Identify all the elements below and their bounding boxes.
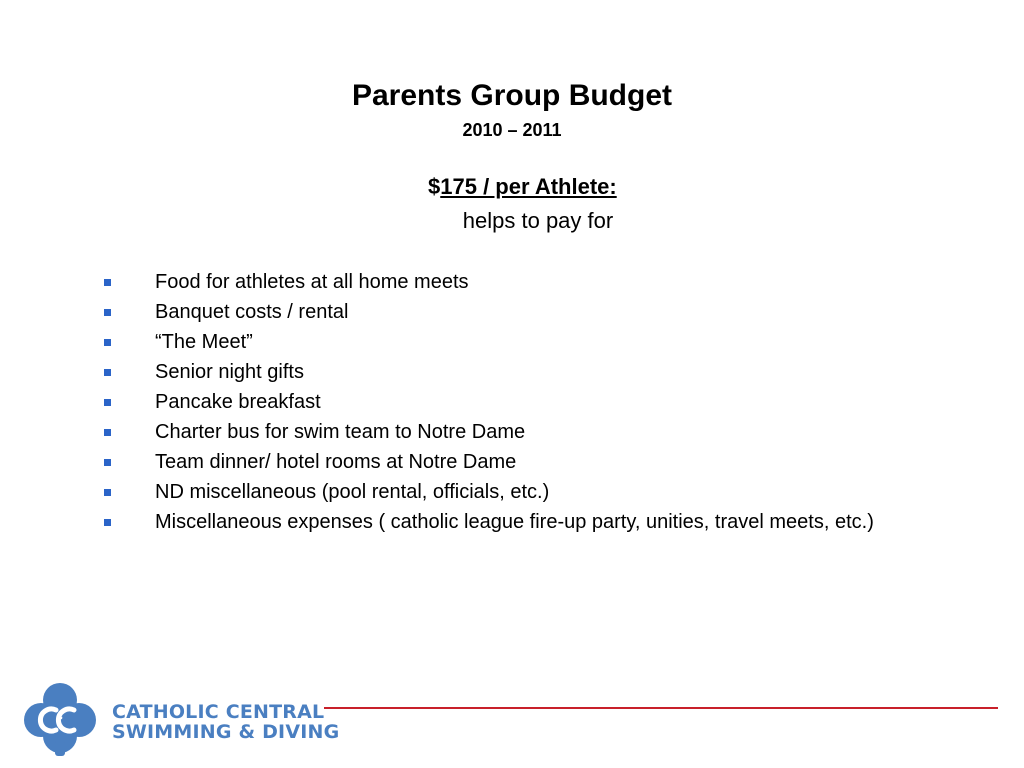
list-item-text: Food for athletes at all home meets <box>155 271 469 293</box>
list-item <box>104 360 944 385</box>
list-item <box>104 510 944 535</box>
list-item-text: Pancake breakfast <box>155 391 321 413</box>
square-bullet-icon <box>104 519 111 526</box>
footer-divider <box>324 707 998 709</box>
list-item <box>104 450 944 475</box>
bullet-list <box>104 270 944 540</box>
list-item <box>104 270 944 295</box>
logo-line-1: CATHOLIC CENTRAL <box>112 701 325 723</box>
price-dollar: $ <box>428 174 441 199</box>
square-bullet-icon <box>104 279 111 286</box>
list-item <box>104 420 944 445</box>
price-rate: 175 / per Athlete: <box>440 174 617 199</box>
helps-text: helps to pay for <box>462 208 614 233</box>
square-bullet-icon <box>104 399 111 406</box>
square-bullet-icon <box>104 369 111 376</box>
list-item-text: Senior night gifts <box>155 361 304 383</box>
square-bullet-icon <box>104 489 111 496</box>
price-line <box>428 172 617 202</box>
list-item-text: ND miscellaneous (pool rental, officials, etc.) <box>155 481 550 503</box>
list-item-text: Charter bus for swim team to Notre Dame <box>155 421 526 443</box>
square-bullet-icon <box>104 429 111 436</box>
slide-subtitle: 2010 – 2011 <box>462 120 562 140</box>
list-item-text: Miscellaneous expenses ( catholic league fire-up party, unities, travel meets, etc.) <box>155 511 874 533</box>
square-bullet-icon <box>104 339 111 346</box>
slide-title: Parents Group Budget <box>351 79 673 112</box>
list-item-text: Banquet costs / rental <box>155 301 349 323</box>
list-item-text: “The Meet” <box>155 331 253 353</box>
square-bullet-icon <box>104 459 111 466</box>
list-item-text: Team dinner/ hotel rooms at Notre Dame <box>155 451 517 473</box>
list-item <box>104 390 944 415</box>
logo-wordmark <box>112 702 339 742</box>
list-item <box>104 300 944 325</box>
square-bullet-icon <box>104 309 111 316</box>
logo-line-2: SWIMMING & DIVING <box>112 721 340 743</box>
list-item <box>104 480 944 505</box>
list-item <box>104 330 944 355</box>
